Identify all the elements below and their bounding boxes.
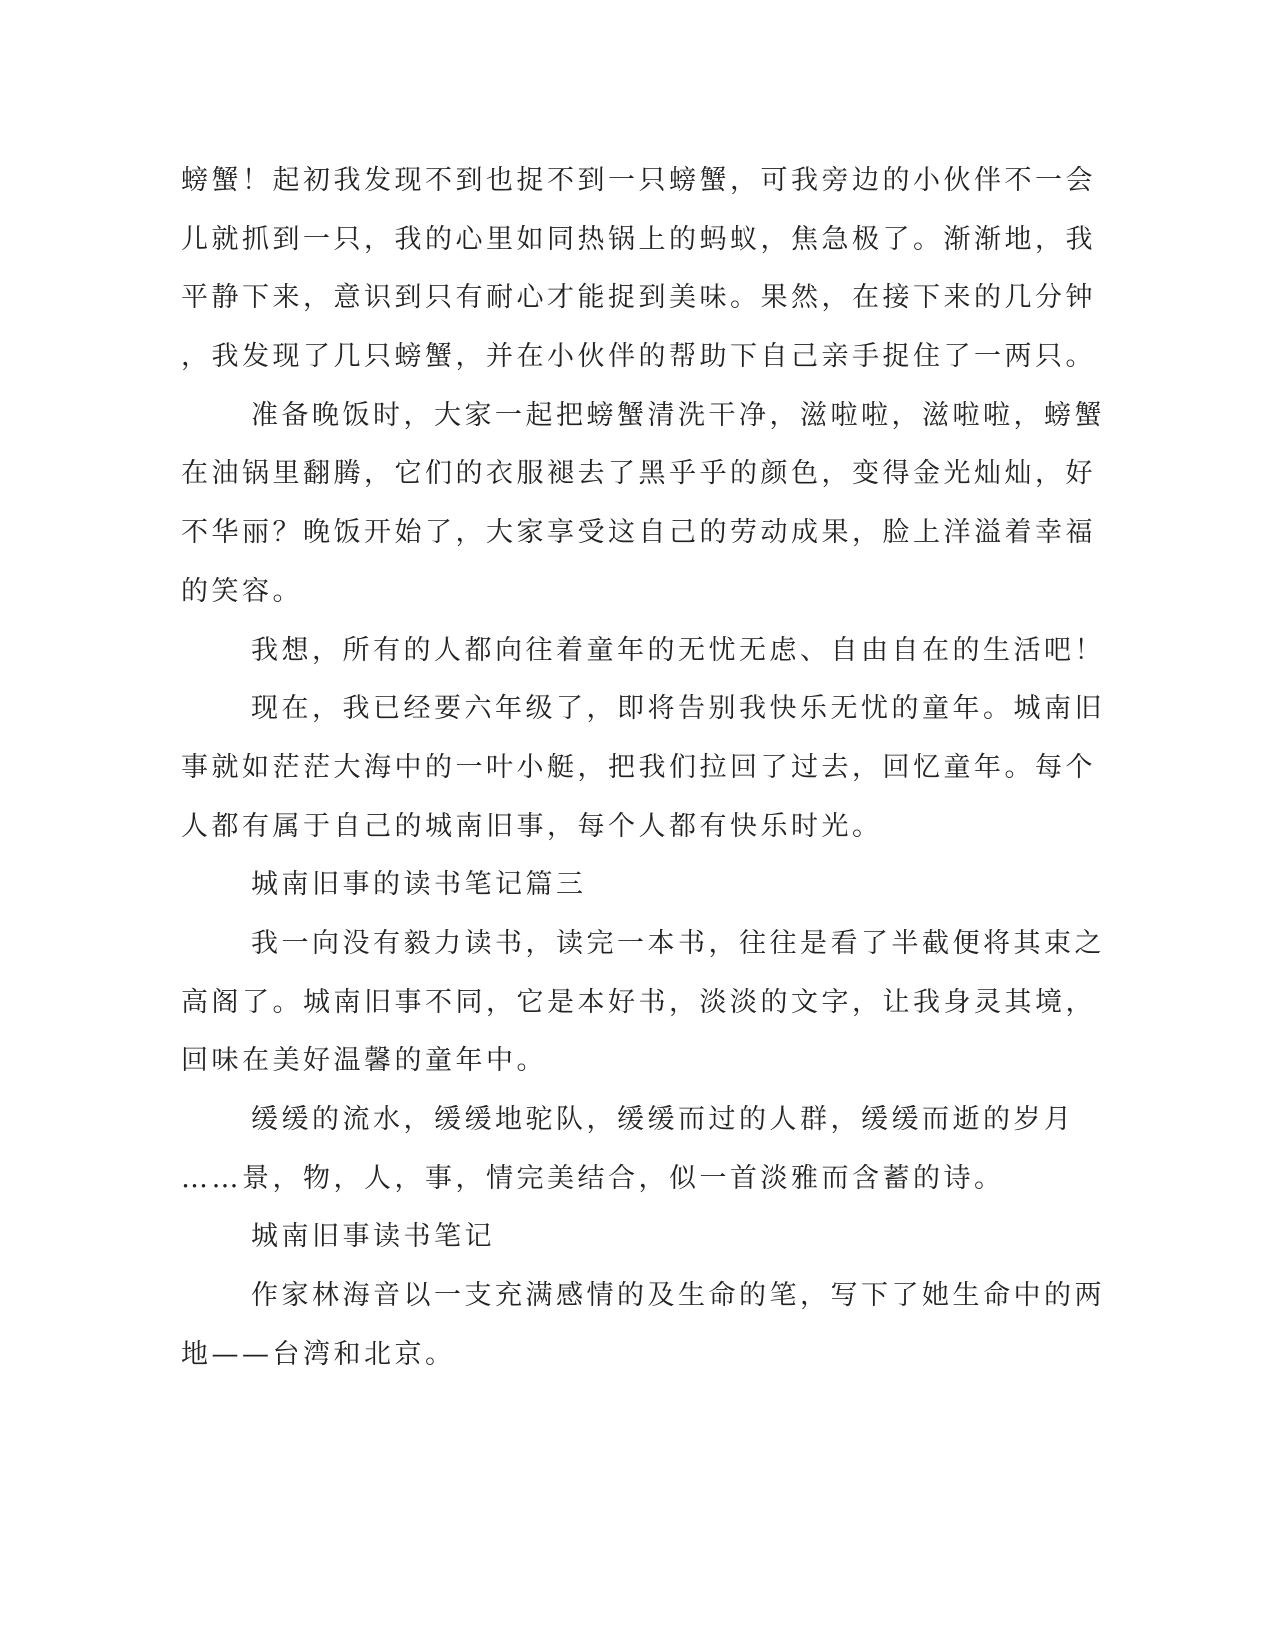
body-text-line: 儿就抓到一只，我的心里如同热锅上的蚂蚁，焦急极了。渐渐地，我 xyxy=(181,224,1096,255)
body-text-line: ……景，物，人，事，情完美结合，似一首淡雅而含蓄的诗。 xyxy=(181,1163,1005,1194)
paragraph-first-line: 我一向没有毅力读书，读完一本书，往往是看了半截便将其束之 xyxy=(251,928,1105,959)
paragraph-first-line: 准备晚饭时，大家一起把螃蟹清洗干净，滋啦啦，滋啦啦，螃蟹 xyxy=(251,400,1105,431)
body-text-line: 的笑容。 xyxy=(181,576,303,607)
body-text-line: 回味在美好温馨的童年中。 xyxy=(181,1045,547,1076)
paragraph-first-line: 现在，我已经要六年级了，即将告别我快乐无忧的童年。城南旧 xyxy=(251,693,1105,724)
body-text-line: 事就如茫茫大海中的一叶小艇，把我们拉回了过去，回忆童年。每个 xyxy=(181,752,1096,783)
body-text-line: 人都有属于自己的城南旧事，每个人都有快乐时光。 xyxy=(181,811,883,842)
body-text-line: 地——台湾和北京。 xyxy=(181,1339,456,1370)
body-text-line: ，我发现了几只螃蟹，并在小伙伴的帮助下自己亲手捉住了一两只。 xyxy=(181,341,1096,372)
section-heading: 城南旧事的读书笔记篇三 xyxy=(251,869,587,900)
body-text-line: 螃蟹！起初我发现不到也捉不到一只螃蟹，可我旁边的小伙伴不一会 xyxy=(181,165,1096,196)
paragraph-first-line: 作家林海音以一支充满感情的及生命的笔，写下了她生命中的两 xyxy=(251,1280,1105,1311)
paragraph-first-line: 缓缓的流水，缓缓地驼队，缓缓而过的人群，缓缓而逝的岁月 xyxy=(251,1104,1075,1135)
paragraph-first-line: 我想，所有的人都向往着童年的无忧无虑、自由自在的生活吧！ xyxy=(251,635,1105,666)
body-text-line: 高阁了。城南旧事不同，它是本好书，淡淡的文字，让我身灵其境， xyxy=(181,987,1096,1018)
body-text-line: 平静下来，意识到只有耐心才能捉到美味。果然，在接下来的几分钟 xyxy=(181,282,1096,313)
body-text-line: 在油锅里翻腾，它们的衣服褪去了黑乎乎的颜色，变得金光灿灿，好 xyxy=(181,458,1096,489)
section-heading: 城南旧事读书笔记 xyxy=(251,1221,495,1252)
body-text-line: 不华丽？晚饭开始了，大家享受这自己的劳动成果，脸上洋溢着幸福 xyxy=(181,517,1096,548)
